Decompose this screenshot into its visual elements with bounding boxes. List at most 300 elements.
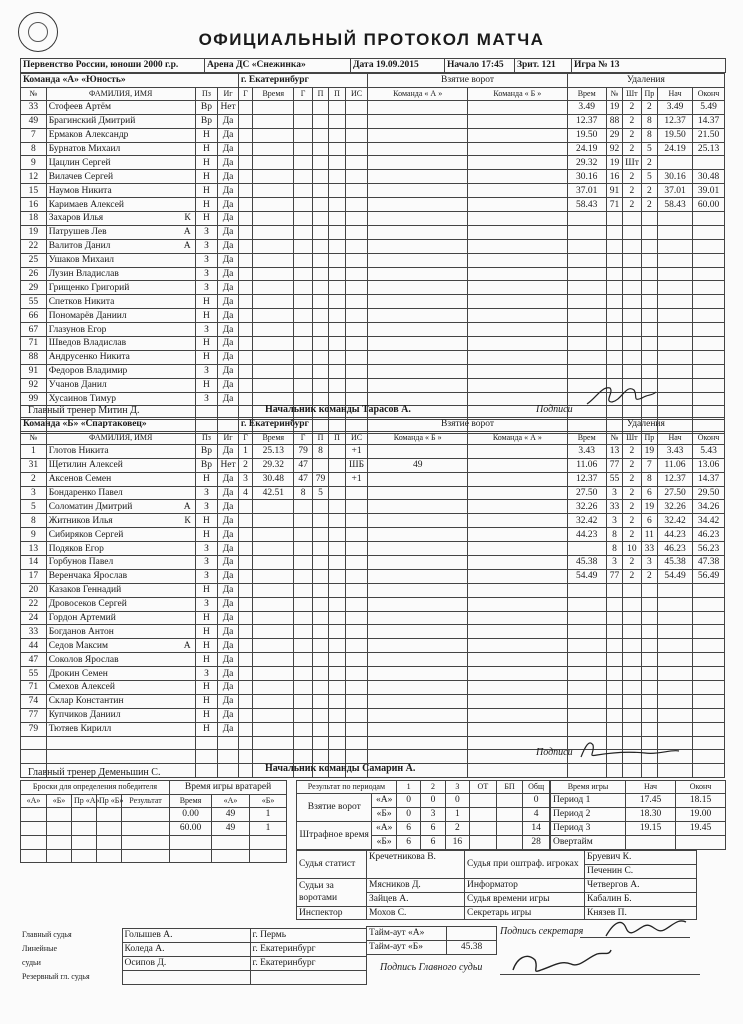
player-name (46, 142, 195, 156)
team-goal-cell (368, 736, 468, 750)
goal-cell (329, 350, 345, 364)
player-position: Н (195, 681, 218, 695)
penalty-cell (606, 364, 622, 378)
player-played: Да (218, 323, 239, 337)
goal-cell (238, 597, 252, 611)
goal-cell (294, 556, 312, 570)
gk-header: «А» (212, 794, 250, 807)
goal-cell (294, 142, 312, 156)
penalty-cell: 46.23 (658, 542, 693, 556)
team-goal-cell (368, 708, 468, 722)
goal-cell (238, 694, 252, 708)
goal-cell (238, 156, 252, 170)
penalty-cell (658, 156, 693, 170)
empty-cell (218, 764, 239, 778)
team-goal-cell (468, 225, 568, 239)
player-name (46, 156, 195, 170)
goal-cell (329, 597, 345, 611)
team-marker: «А» (372, 794, 396, 808)
player-row (21, 556, 725, 570)
penalty-cell (693, 625, 725, 639)
period-value: 2 (445, 821, 469, 835)
timeout-a-label: Тайм-аут «А» (367, 927, 447, 941)
player-row (21, 458, 725, 472)
goal-cell (329, 750, 345, 764)
penalty-cell (606, 667, 622, 681)
player-name (46, 350, 195, 364)
team-b-manager: Начальник команды Самарин А. (265, 763, 416, 774)
empty-cell (21, 736, 47, 750)
player-name-text: Аксенов Семен (48, 474, 112, 485)
timeout-b-value: 45.38 (447, 940, 497, 954)
goal-cell: +1 (345, 444, 368, 458)
goal-cell (329, 681, 345, 695)
team-goal-cell (368, 184, 468, 198)
player-position: З (195, 323, 218, 337)
goal-cell (253, 253, 294, 267)
penalty-cell (567, 583, 606, 597)
goal-cell (345, 323, 368, 337)
period-value: 0 (445, 794, 469, 808)
goal-cell (329, 458, 345, 472)
player-number: 74 (21, 694, 47, 708)
goal-cell (329, 281, 345, 295)
penalty-cell: 27.50 (658, 486, 693, 500)
goal-cell: 47 (294, 458, 312, 472)
team-a-penalties-label: Удаления (567, 74, 724, 88)
stat-judge-name: Кречетникова В. (367, 851, 465, 879)
team-goal-cell (468, 542, 568, 556)
goal-cell (329, 364, 345, 378)
referee-city: г. Екатеринбург (250, 942, 366, 956)
player-name-text: Тютяев Кирилл (48, 724, 112, 735)
penalty-cell: 3.49 (658, 100, 693, 114)
column-header: П (329, 87, 345, 100)
gk-cell: 49 (212, 821, 250, 835)
empty-cell (46, 736, 195, 750)
team-goal-cell (468, 198, 568, 212)
penalty-cell: 2 (623, 170, 641, 184)
referee-name: Голышев А. (122, 929, 250, 943)
penalty-cell (606, 639, 622, 653)
player-name-text: Стофеев Артём (48, 102, 111, 113)
team-goal-cell (368, 170, 468, 184)
player-position: З (195, 500, 218, 514)
goal-cell (294, 337, 312, 351)
penalty-cell (567, 611, 606, 625)
penalty-cell (693, 323, 725, 337)
player-name-text: Вилачев Сергей (48, 171, 114, 182)
player-row (21, 142, 725, 156)
team-goal-cell (368, 100, 468, 114)
team-goal-cell (368, 267, 468, 281)
column-header: Иг (218, 431, 239, 444)
player-position: Н (195, 378, 218, 392)
team-goal-cell: 49 (368, 458, 468, 472)
player-row (21, 514, 725, 528)
player-row (21, 639, 725, 653)
penalty-cell (658, 378, 693, 392)
start-time: Начало 17:45 (445, 59, 515, 73)
penalty-column-header: Пр (641, 431, 657, 444)
goal-cell (253, 378, 294, 392)
player-number: 79 (21, 722, 47, 736)
goal-cell (253, 625, 294, 639)
penalty-cell: 34.26 (693, 500, 725, 514)
player-name-text: Дровосеков Сергей (48, 599, 127, 610)
goal-cell (329, 694, 345, 708)
match-date: Дата 19.09.2015 (351, 59, 445, 73)
penalty-cell: 7 (641, 458, 657, 472)
column-header: № (21, 431, 47, 444)
player-played: Нет (218, 100, 239, 114)
column-header: Команда « А » (468, 431, 568, 444)
penalty-cell: 2 (641, 100, 657, 114)
penalty-cell: 3 (606, 486, 622, 500)
player-row (21, 156, 725, 170)
player-number: 29 (21, 281, 47, 295)
player-name (46, 486, 195, 500)
penalty-column-header: Шт (623, 431, 641, 444)
penalty-cell (658, 295, 693, 309)
team-a-city: г. Екатеринбург (238, 74, 368, 88)
empty-cell (195, 764, 218, 778)
penalty-cell (658, 212, 693, 226)
shootout-header: Пр «А» (72, 794, 97, 807)
goal-cell (345, 170, 368, 184)
goal-cell (238, 569, 252, 583)
goal-cell (238, 611, 252, 625)
penalty-cell (606, 337, 622, 351)
column-header: ФАМИЛИЯ, ИМЯ (46, 431, 195, 444)
player-played: Да (218, 597, 239, 611)
goal-cell (345, 528, 368, 542)
penalty-cell (658, 392, 693, 406)
team-a-signature (582, 378, 662, 412)
goal-cell (312, 611, 328, 625)
inspector-label: Инспектор (297, 906, 367, 920)
team-goal-cell (468, 114, 568, 128)
goal-cell (238, 736, 252, 750)
shootout-label: Броски для определения победителя (21, 781, 170, 795)
goal-cell (253, 500, 294, 514)
referee-name: Осипов Д. (122, 956, 250, 970)
penalty-cell (658, 337, 693, 351)
column-header: П (312, 87, 328, 100)
period-value: 6 (421, 835, 445, 849)
player-row (21, 625, 725, 639)
empty-cell (218, 750, 239, 764)
player-name (46, 267, 195, 281)
penalty-cell: 37.01 (658, 184, 693, 198)
player-position: З (195, 253, 218, 267)
goal-cell (294, 681, 312, 695)
goal-cell (345, 337, 368, 351)
shootout-header: «Б» (47, 794, 72, 807)
team-goal-cell (468, 625, 568, 639)
player-number: 9 (21, 156, 47, 170)
penalty-cell (693, 611, 725, 625)
player-played: Да (218, 170, 239, 184)
goal-cell (294, 722, 312, 736)
penalty-cell (606, 267, 622, 281)
team-marker: «Б» (372, 807, 396, 821)
referee-row (20, 956, 366, 970)
player-row (21, 444, 725, 458)
player-played: Да (218, 514, 239, 528)
penalty-cell: 77 (606, 458, 622, 472)
goal-cell (253, 170, 294, 184)
player-name-text: Соломатин Дмитрий (48, 501, 133, 512)
team-goal-cell (468, 170, 568, 184)
penalty-cell (641, 708, 657, 722)
goal-cell (294, 281, 312, 295)
penalty-cell: 30.48 (693, 170, 725, 184)
player-row (21, 253, 725, 267)
penalty-cell: 6 (641, 486, 657, 500)
penalty-cell (693, 667, 725, 681)
player-number: 17 (21, 569, 47, 583)
goal-cell (345, 378, 368, 392)
goal-cell (253, 281, 294, 295)
player-played: Да (218, 350, 239, 364)
penalty-cell: 3 (641, 556, 657, 570)
team-goal-cell (368, 681, 468, 695)
timeout-b-label: Тайм-аут «Б» (367, 940, 447, 954)
team-goal-cell (468, 184, 568, 198)
penalty-cell: 8 (641, 472, 657, 486)
goal-cell (329, 722, 345, 736)
player-name (46, 542, 195, 556)
goal-cell (238, 500, 252, 514)
informer-name: Четвергов А. (585, 878, 697, 892)
column-header: Пз (195, 87, 218, 100)
player-name-text: Глотов Никита (48, 446, 109, 457)
penalty-cell: 37.01 (567, 184, 606, 198)
goal-cell: ШБ (345, 458, 368, 472)
team-goal-cell (468, 639, 568, 653)
goal-cell (238, 556, 252, 570)
player-name-text: Федоров Владимир (48, 366, 128, 377)
goal-cell (238, 722, 252, 736)
goal-cell (312, 281, 328, 295)
player-played: Да (218, 128, 239, 142)
team-goal-cell (468, 569, 568, 583)
team-marker: «Б» (372, 835, 396, 849)
goal-cell (345, 225, 368, 239)
penalty-cell (606, 309, 622, 323)
team-a-header-row (21, 87, 725, 100)
player-position: Н (195, 184, 218, 198)
goal-cell (312, 337, 328, 351)
goal-cell (312, 198, 328, 212)
player-row (21, 170, 725, 184)
penalty-cell (606, 681, 622, 695)
goal-judge: Мясников Д. (367, 878, 465, 892)
goal-cell (329, 444, 345, 458)
team-goal-cell (368, 694, 468, 708)
player-row (21, 128, 725, 142)
goal-cell (253, 736, 294, 750)
goal-cell (253, 639, 294, 653)
goal-cell (345, 142, 368, 156)
goal-cell (238, 295, 252, 309)
team-goal-cell (368, 528, 468, 542)
goal-cell (312, 128, 328, 142)
player-name-text: Веренчака Ярослав (48, 571, 128, 582)
penalty-cell (693, 736, 725, 750)
penalty-cell: 29 (606, 128, 622, 142)
goal-cell (345, 184, 368, 198)
player-name (46, 198, 195, 212)
team-goal-cell (468, 156, 568, 170)
penalty-cell: 2 (623, 128, 641, 142)
penalty-cell (623, 611, 641, 625)
player-row (21, 281, 725, 295)
player-row (21, 722, 725, 736)
goal-cell (345, 722, 368, 736)
penalty-cell: 27.50 (567, 486, 606, 500)
player-number: 67 (21, 323, 47, 337)
player-row (21, 542, 725, 556)
player-played: Да (218, 281, 239, 295)
inspector-name: Мохов С. (367, 906, 465, 920)
penalty-cell (623, 722, 641, 736)
chief-signature-label: Подпись Главного судьи (380, 962, 483, 973)
goal-cell (253, 309, 294, 323)
goal-cell (238, 750, 252, 764)
penalty-cell (567, 722, 606, 736)
player-name (46, 694, 195, 708)
player-name-text: Смехов Алексей (48, 682, 115, 693)
goal-cell (329, 225, 345, 239)
penalty-cell: 54.49 (567, 569, 606, 583)
goal-cell (345, 625, 368, 639)
goal-cell (253, 653, 294, 667)
goal-cell (294, 378, 312, 392)
penalty-cell: 5 (641, 142, 657, 156)
team-goal-cell (368, 114, 468, 128)
team-goal-cell (468, 253, 568, 267)
column-header: ИС (345, 431, 368, 444)
player-played: Да (218, 528, 239, 542)
penalty-cell (641, 323, 657, 337)
penalty-cell (658, 722, 693, 736)
goal-cell (345, 100, 368, 114)
player-name (46, 392, 195, 406)
player-name (46, 611, 195, 625)
goal-cell (294, 364, 312, 378)
player-name (46, 625, 195, 639)
penalty-cell: 32.42 (567, 514, 606, 528)
goal-cell (329, 212, 345, 226)
penalty-cell (567, 239, 606, 253)
period-label: Результат по периодам (297, 781, 397, 794)
penalty-cell: 8 (606, 528, 622, 542)
team-goal-cell (368, 597, 468, 611)
goal-cell (312, 653, 328, 667)
penalty-cell: 8 (641, 128, 657, 142)
penalty-cell (693, 350, 725, 364)
penalty-cell (693, 295, 725, 309)
penalty-cell: 46.23 (693, 528, 725, 542)
goal-cell (294, 542, 312, 556)
player-position: З (195, 569, 218, 583)
player-played: Да (218, 142, 239, 156)
game-time-start-label: Нач (626, 781, 676, 794)
goal-cell (253, 225, 294, 239)
player-played: Да (218, 239, 239, 253)
referee-city: г. Екатеринбург (250, 956, 366, 970)
goal-cell (329, 184, 345, 198)
penalty-cell (567, 597, 606, 611)
penalty-cell: 58.43 (567, 198, 606, 212)
penalty-cell (623, 597, 641, 611)
penalty-cell (641, 639, 657, 653)
player-name-text: Ермаков Александр (48, 130, 129, 141)
player-row (21, 239, 725, 253)
penalty-cell (606, 239, 622, 253)
player-name-text: Богданов Антон (48, 626, 114, 637)
penalty-cell (567, 281, 606, 295)
goal-cell (312, 309, 328, 323)
goal-cell (312, 639, 328, 653)
player-number: 99 (21, 392, 47, 406)
period-value: 6 (396, 821, 420, 835)
player-number: 14 (21, 556, 47, 570)
player-number: 92 (21, 378, 47, 392)
penalty-cell: 47.38 (693, 556, 725, 570)
goal-cell (253, 722, 294, 736)
player-position: Н (195, 639, 218, 653)
goal-cell (329, 170, 345, 184)
goal-cell (345, 212, 368, 226)
player-name (46, 239, 195, 253)
player-position: Н (195, 337, 218, 351)
player-row (21, 100, 725, 114)
penalty-cell (623, 309, 641, 323)
player-name-text: Бурнатов Михаил (48, 144, 121, 154)
player-row (21, 337, 725, 351)
penalty-cell (658, 694, 693, 708)
goal-cell (312, 708, 328, 722)
game-time-table (550, 780, 726, 850)
goal-cell (329, 611, 345, 625)
team-goal-cell (468, 583, 568, 597)
penalty-cell (641, 583, 657, 597)
goal-cell (329, 583, 345, 597)
column-header: ФАМИЛИЯ, ИМЯ (46, 87, 195, 100)
team-goal-cell (368, 556, 468, 570)
player-name (46, 667, 195, 681)
penalty-cell (693, 239, 725, 253)
period-name: Период 2 (551, 807, 626, 821)
goal-cell (294, 114, 312, 128)
goal-cell (294, 611, 312, 625)
penalty-cell (658, 625, 693, 639)
goal-cell (312, 156, 328, 170)
goal-cell (329, 114, 345, 128)
player-name-text: Дрокин Семен (48, 668, 108, 679)
player-number: 19 (21, 225, 47, 239)
penalty-cell (606, 212, 622, 226)
player-position: Вр (195, 114, 218, 128)
penalty-cell: 3 (606, 514, 622, 528)
player-number: 8 (21, 514, 47, 528)
secretary-name: Князев П. (585, 906, 697, 920)
penalty-cell (693, 750, 725, 764)
team-goal-cell (468, 100, 568, 114)
